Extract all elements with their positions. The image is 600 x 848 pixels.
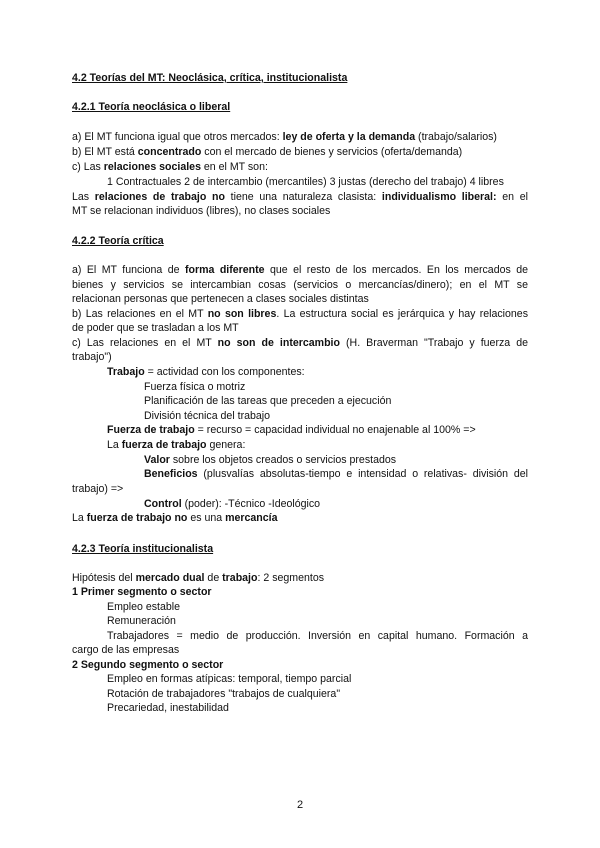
crit-control: Control (poder): -Técnico -Ideológico [144, 498, 321, 510]
section-heading-4-2-1: 4.2.1 Teoría neoclásica o liberal [72, 101, 231, 113]
neo-line-c-items: 1 Contractuales 2 de intercambio (mercantiles) 3 justas (derecho del trabajo) 4 libres [107, 176, 504, 188]
crit-line-b1: b) Las relaciones en el MT no son libres. La estructura social es jerárquica y hay relaciones [72, 308, 528, 320]
crit-trabajo-item-3: División técnica del trabajo [144, 410, 271, 422]
inst-segment-1-item-2: Remuneración [107, 615, 176, 627]
inst-segment-2-title: 2 Segundo segmento o sector [72, 659, 224, 671]
crit-trabajo: Trabajo = actividad con los componentes: [107, 366, 305, 378]
crit-line-a1: a) El MT funciona de forma diferente que el resto de los mercados. En los mercados de [72, 264, 528, 276]
crit-valor: Valor sobre los objetos creados o servicios prestados [144, 454, 397, 466]
crit-beneficios: Beneficios (plusvalías absolutas-tiempo e intensidad o relativas- división del [144, 468, 528, 480]
crit-trabajo-item-1: Fuerza física o motriz [144, 381, 246, 393]
crit-line-a2: bienes y servicios se intercambian cosas (servicios o mercancías/dinero); en el MT se [72, 279, 528, 291]
neo-line-d: Las relaciones de trabajo no tiene una naturaleza clasista: individualismo liberal: en el [72, 191, 528, 203]
crit-line-c1: c) Las relaciones en el MT no son de intercambio (H. Braverman "Trabajo y fuerza de [72, 337, 529, 349]
crit-trabajo-item-2: Planificación de las tareas que preceden a ejecución [144, 395, 392, 407]
crit-line-b2: de poder que se trasladan a los MT [72, 322, 239, 334]
crit-genera: La fuerza de trabajo genera: [107, 439, 246, 451]
section-heading-4-2-2: 4.2.2 Teoría crítica [72, 235, 164, 247]
crit-line-a3: relacionan personas que pertenecen a clases sociales distintas [72, 293, 369, 305]
inst-segment-1-item-1: Empleo estable [107, 601, 181, 613]
neo-line-b: b) El MT está concentrado con el mercado de bienes y servicios (oferta/demanda) [72, 146, 463, 158]
crit-beneficios-cont: trabajo) => [72, 483, 124, 495]
inst-hipotesis: Hipótesis del mercado dual de trabajo: 2 segmentos [72, 572, 325, 584]
neo-line-a: a) El MT funciona igual que otros mercados: ley de oferta y la demanda (trabajo/salarios) [72, 131, 497, 143]
inst-segment-1-item-3-cont: cargo de las empresas [72, 644, 180, 656]
inst-segment-1-title: 1 Primer segmento o sector [72, 586, 212, 598]
inst-segment-2-item-1: Empleo en formas atípicas: temporal, tiempo parcial [107, 673, 352, 685]
crit-line-c2: trabajo") [72, 351, 112, 363]
page-number: 2 [296, 799, 304, 811]
inst-segment-1-item-3: Trabajadores = medio de producción. Inversión en capital humano. Formación a [107, 630, 528, 642]
inst-segment-2-item-3: Precariedad, inestabilidad [107, 702, 229, 714]
neo-line-d-cont: MT se relacionan individuos (libres), no clases sociales [72, 205, 331, 217]
crit-conclusion: La fuerza de trabajo no es una mercancía [72, 512, 278, 524]
section-heading-4-2-3: 4.2.3 Teoría institucionalista [72, 543, 214, 555]
inst-segment-2-item-2: Rotación de trabajadores "trabajos de cualquiera" [107, 688, 341, 700]
neo-line-c: c) Las relaciones sociales en el MT son: [72, 161, 268, 173]
crit-fuerza: Fuerza de trabajo = recurso = capacidad individual no enajenable al 100% => [107, 424, 476, 436]
section-heading-4-2: 4.2 Teorías del MT: Neoclásica, crítica, institucionalista [72, 72, 348, 84]
